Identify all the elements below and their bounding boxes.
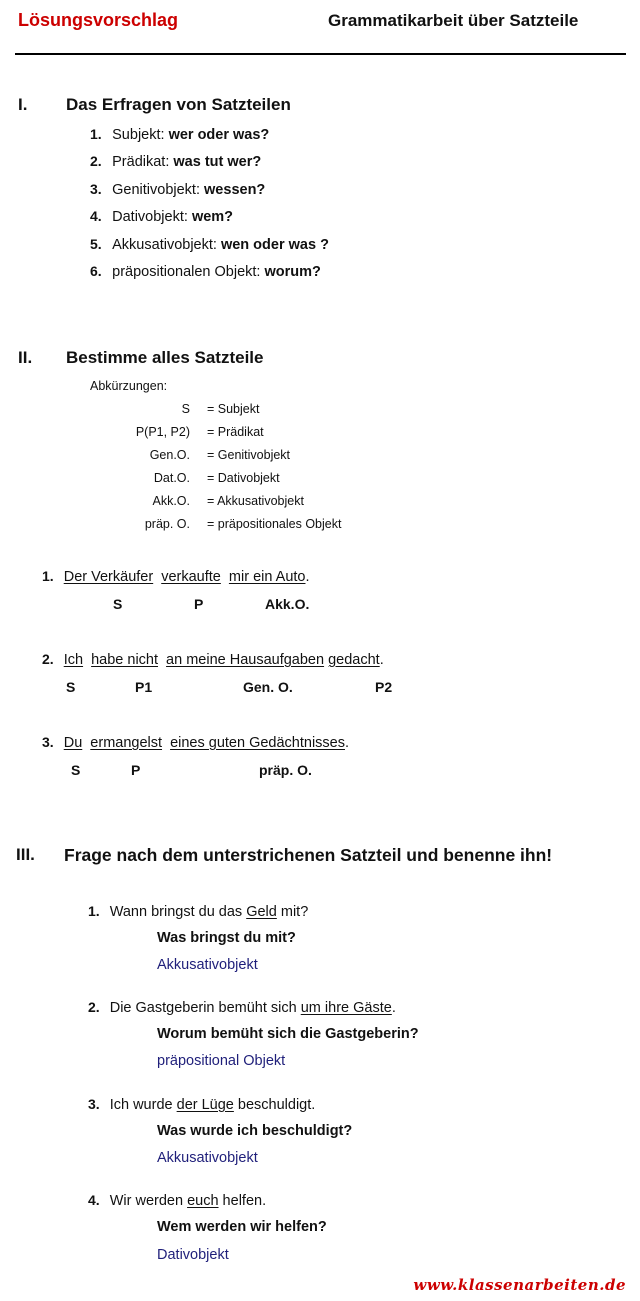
- abbreviations-heading: Abkürzungen:: [90, 379, 168, 393]
- part-label: Gen. O.: [243, 679, 293, 695]
- part-label: Akk.O.: [265, 596, 310, 612]
- abbr-key: S: [181, 402, 190, 416]
- exercise-question: Worum bemüht sich die Gastgeberin?: [157, 1026, 419, 1042]
- part-label: P2: [375, 679, 393, 695]
- abbr-key: P(P1, P2): [135, 425, 190, 439]
- list-item: 4. Dativobjekt: wem?: [90, 208, 234, 225]
- list-item: 6. präpositionalen Objekt: worum?: [90, 263, 321, 280]
- abbr-value: = präpositionales Objekt: [207, 517, 342, 531]
- section-2-number: II.: [18, 348, 33, 367]
- abbr-key: Gen.O.: [149, 448, 190, 462]
- document-subtitle: Lösungsvorschlag: [18, 10, 179, 30]
- section-3-number: III.: [16, 845, 35, 864]
- abbr-key: Akk.O.: [152, 494, 190, 508]
- sentence-3: 3. Du ermangelst eines guten Gedächtnisses.: [42, 734, 350, 751]
- part-label: P: [131, 762, 141, 778]
- part-label: P1: [135, 679, 153, 695]
- abbr-value: = Dativobjekt: [207, 471, 280, 485]
- section-2-title: Bestimme alles Satzteile: [66, 348, 264, 367]
- exercise-item-1: 1. Wann bringst du das Geld mit?: [88, 903, 309, 920]
- part-label: P: [194, 596, 204, 612]
- list-item: 5. Akkusativobjekt: wen oder was ?: [90, 236, 329, 253]
- exercise-item-4: 4. Wir werden euch helfen.: [88, 1192, 267, 1209]
- footer-website-link[interactable]: www.klassenarbeiten.de: [413, 1276, 626, 1294]
- part-label: S: [113, 596, 123, 612]
- abbr-value: = Akkusativobjekt: [207, 494, 304, 508]
- exercise-answer: Akkusativobjekt: [157, 957, 258, 973]
- exercise-question: Wem werden wir helfen?: [157, 1219, 327, 1235]
- section-1-title: Das Erfragen von Satzteilen: [66, 95, 291, 114]
- exercise-question: Was bringst du mit?: [157, 930, 296, 946]
- exercise-answer: Akkusativobjekt: [157, 1150, 258, 1166]
- exercise-answer: Dativobjekt: [157, 1247, 229, 1263]
- header-divider: [15, 53, 626, 55]
- exercise-item-3: 3. Ich wurde der Lüge beschuldigt.: [88, 1096, 316, 1113]
- list-item: 2. Prädikat: was tut wer?: [90, 153, 262, 170]
- part-label: S: [66, 679, 76, 695]
- sentence-1: 1. Der Verkäufer verkaufte mir ein Auto.: [42, 568, 310, 585]
- abbr-value: = Subjekt: [207, 402, 260, 416]
- exercise-answer: präpositional Objekt: [157, 1053, 286, 1069]
- abbr-key: Dat.O.: [153, 471, 190, 485]
- section-1-number: I.: [18, 95, 28, 114]
- part-label: präp. O.: [259, 762, 312, 778]
- part-label: S: [71, 762, 81, 778]
- document-title: Grammatikarbeit über Satzteile: [328, 11, 579, 30]
- abbr-key: präp. O.: [144, 517, 190, 531]
- list-item: 3. Genitivobjekt: wessen?: [90, 181, 266, 198]
- abbr-value: = Prädikat: [207, 425, 264, 439]
- abbr-value: = Genitivobjekt: [207, 448, 291, 462]
- sentence-2: 2. Ich habe nicht an meine Hausaufgaben gedacht.: [42, 651, 384, 668]
- list-item: 1. Subjekt: wer oder was?: [90, 126, 270, 143]
- exercise-question: Was wurde ich beschuldigt?: [157, 1123, 353, 1139]
- exercise-item-2: 2. Die Gastgeberin bemüht sich um ihre Gäste.: [88, 999, 396, 1016]
- section-3-title: Frage nach dem unterstrichenen Satzteil und benenne ihn!: [64, 845, 553, 865]
